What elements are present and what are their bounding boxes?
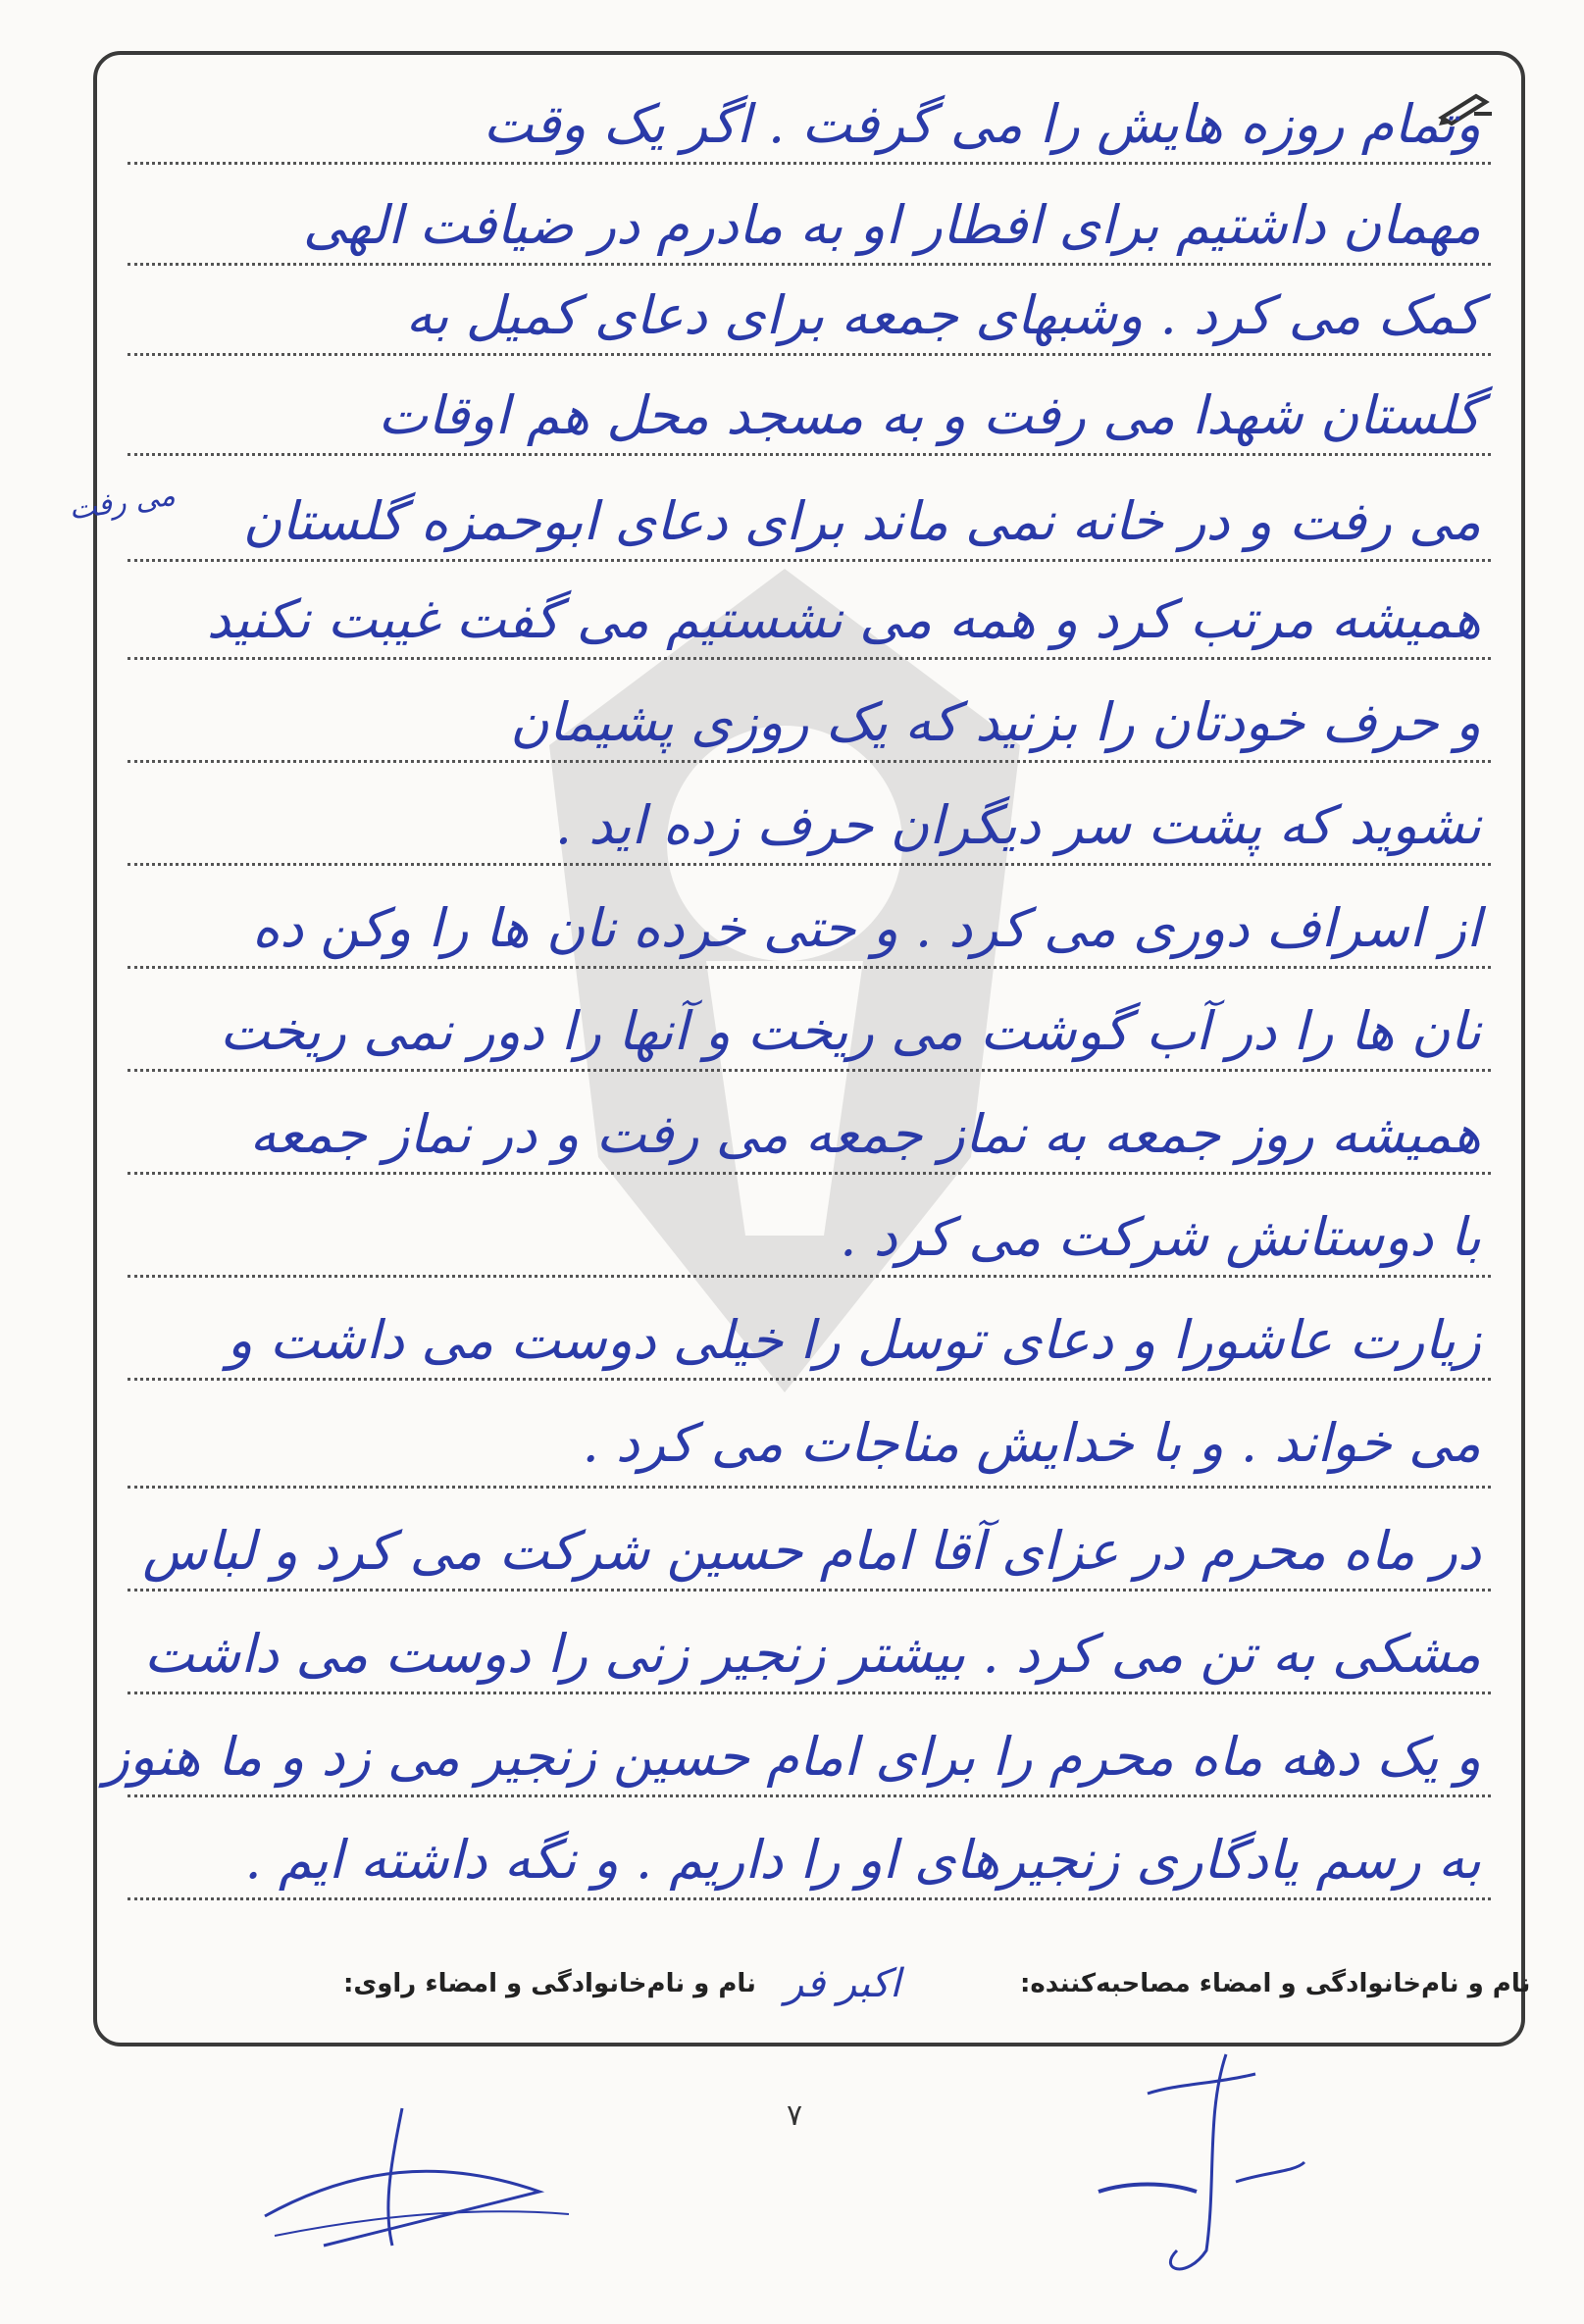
ruled-line [128,1589,1491,1591]
handwritten-line: همیشه مرتب کرد و همه می نشستیم می گفت غیبت نکنید [206,588,1481,650]
ruled-line [128,966,1491,969]
interviewer-signature-label: نام و نام‌خانوادگی و امضاء مصاحبه‌کننده: [1020,1969,1531,1998]
handwritten-line: وتمام روزه هایش را می گرفت . اگر یک وقت [483,93,1481,155]
handwritten-line: می خواند . و با خدایش مناجات می کرد . [582,1412,1481,1474]
handwritten-line: کمک می کرد . وشبهای جمعه برای دعای کمیل به [405,284,1481,346]
ruled-line [128,1794,1491,1797]
ruled-line [128,1172,1491,1175]
handwritten-line: زیارت عاشورا و دعای توسل را خیلی دوست می داشت و [227,1309,1481,1371]
ruled-line [128,1486,1491,1489]
handwritten-line: می رفت و در خانه نمی ماند برای دعای ابوحمزه گلستان [242,490,1481,552]
ruled-line [128,263,1491,266]
ruled-line [128,353,1491,356]
handwritten-line: نشوید که پشت سر دیگران حرف زده اید . [554,794,1481,856]
ruled-line [128,863,1491,866]
handwritten-line: به رسم یادگاری زنجیرهای او را داریم . و نگه داشته ایم . [244,1829,1481,1891]
handwritten-line: با دوستانش شرکت می کرد . [840,1206,1481,1268]
ruled-line [128,760,1491,763]
ruled-line [128,657,1491,660]
interviewer-name: اکبر فر [785,1961,901,2006]
ruled-line [128,453,1491,456]
ruled-line [128,1692,1491,1694]
handwritten-line: مشکی به تن می کرد . بیشتر زنجیر زنی را دوست می داشت [143,1623,1481,1685]
handwritten-line: گلستان شهدا می رفت و به مسجد محل هم اوقات [378,384,1481,446]
handwritten-line: و حرف خودتان را بزنید که یک روزی پشیمان [510,691,1481,753]
ruled-line [128,1897,1491,1900]
ruled-line [128,1069,1491,1072]
handwritten-line: در ماه محرم در عزای آقا امام حسین شرکت می کرد و لباس [142,1520,1481,1582]
ruled-line [128,1275,1491,1278]
handwritten-line: نان ها را در آب گوشت می ریخت و آنها را دور نمی ریخت [219,1000,1481,1062]
narrator-signature [245,2098,598,2265]
interviewer-signature [1059,2045,1314,2290]
handwritten-line: از اسراف دوری می کرد . و حتی خرده نان ها را وکن ده [251,897,1481,959]
handwritten-line: همیشه روز جمعه به نماز جمعه می رفت و در نماز جمعه [249,1103,1481,1165]
ruled-line [128,162,1491,165]
page-number: ۷ [786,2098,803,2133]
ruled-line [128,559,1491,562]
handwritten-line: مهمان داشتیم برای افطار او به مادرم در ضیافت الهی [302,194,1481,256]
ruled-line [128,1378,1491,1381]
narrator-signature-label: نام و نام‌خانوادگی و امضاء راوی: [343,1969,756,1998]
handwritten-line: و یک دهه ماه محرم را برای امام حسین زنجیر می زد و ما هنوز [103,1726,1481,1788]
margin-note: می رفت [67,478,178,528]
